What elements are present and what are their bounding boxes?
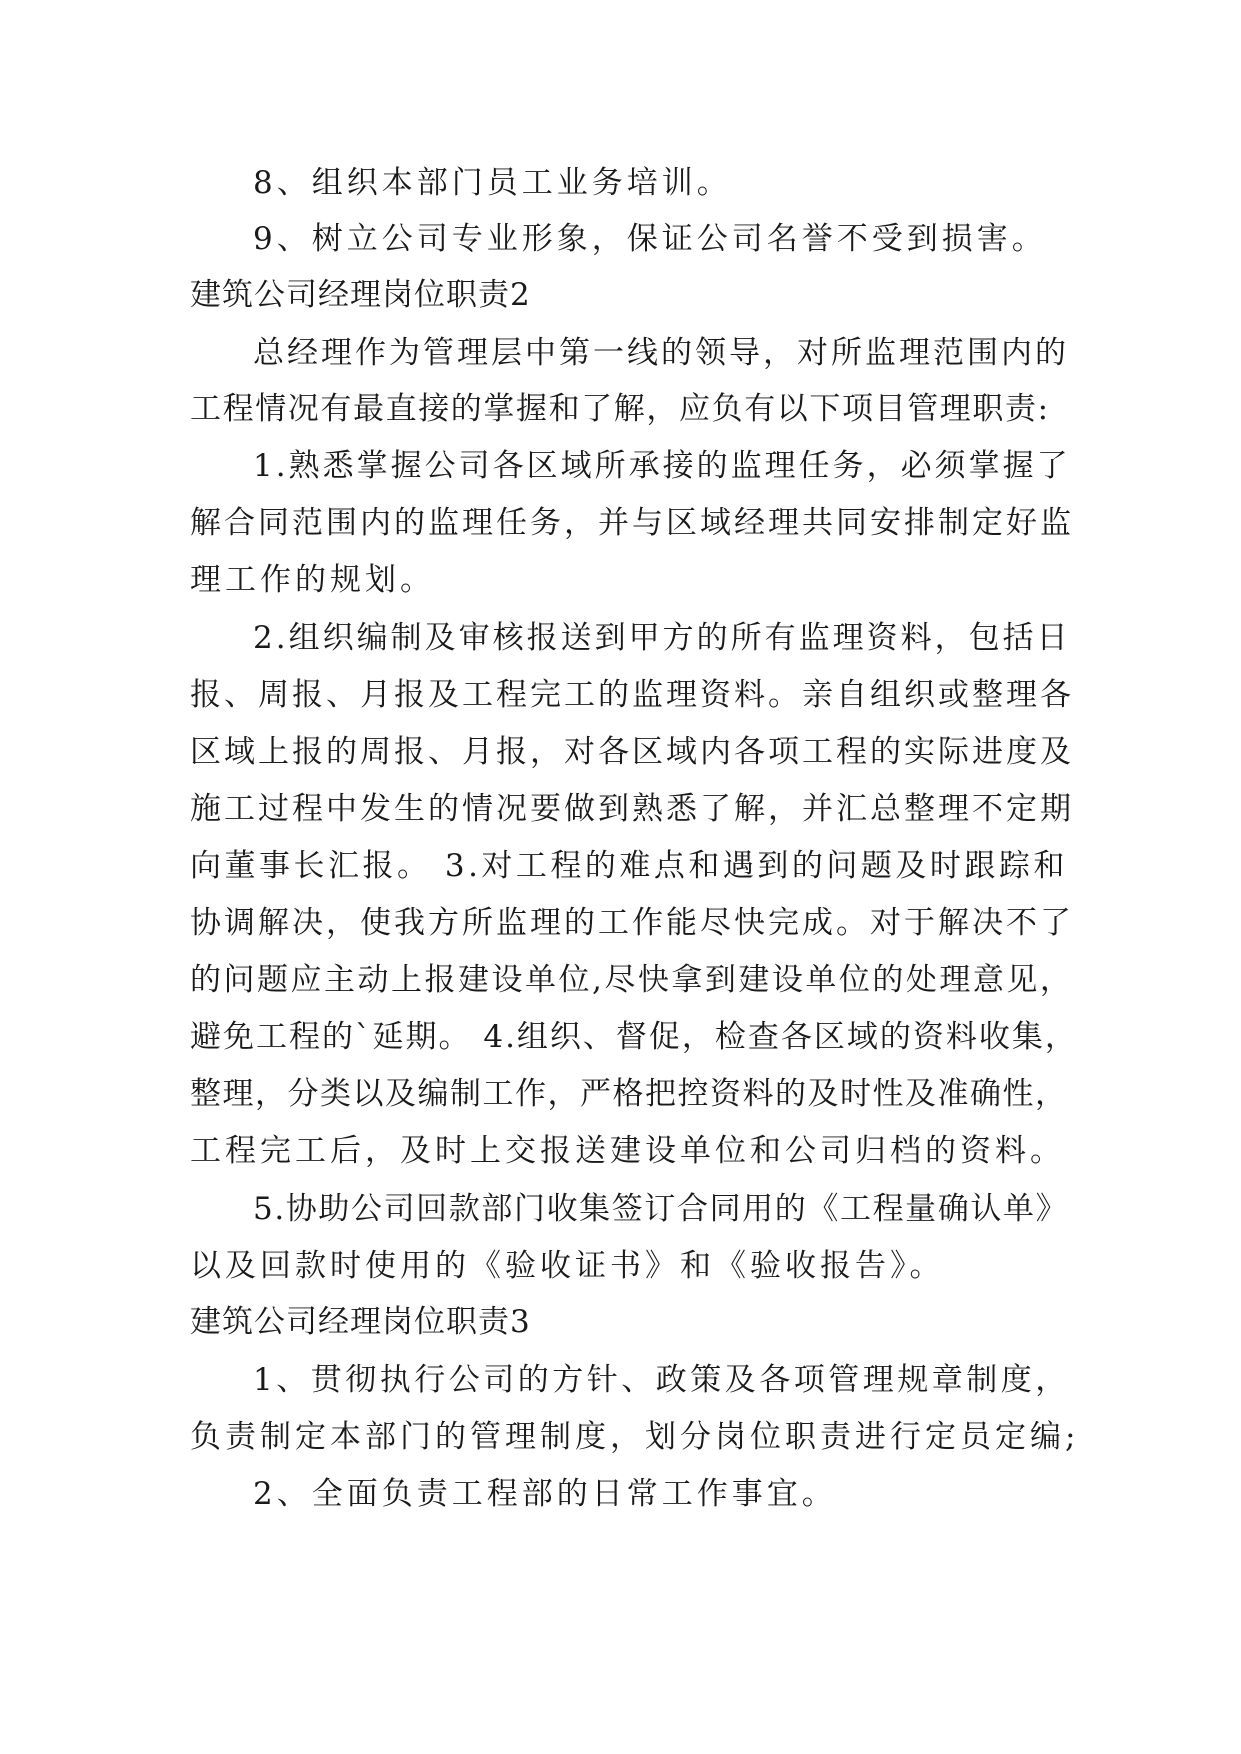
paragraph-line: 的问题应主动上报建设单位,尽快拿到建设单位的处理意见， [190, 962, 1074, 998]
paragraph-line: 1.熟悉掌握公司各区域所承接的监理任务，必须掌握了 [253, 448, 1071, 484]
paragraph-line: 工程完工后，及时上交报送建设单位和公司归档的资料。 [190, 1133, 1065, 1169]
paragraph-line: 1、贯彻执行公司的方针、政策及各项管理规章制度， [253, 1362, 1070, 1398]
list-item-9: 9、树立公司专业形象，保证公司名誉不受到损害。 [253, 221, 1047, 257]
paragraph-line: 报、周报、月报及工程完工的监理资料。亲自组织或整理各 [190, 677, 1074, 713]
paragraph-line: 总经理作为管理层中第一线的领导，对所监理范围内的 [253, 335, 1069, 371]
paragraph-line: 解合同范围内的监理任务，并与区域经理共同安排制定好监 [190, 505, 1074, 541]
paragraph-line: 整理，分类以及编制工作，严格把控资料的及时性及准确性， [190, 1076, 1068, 1112]
section-heading-3: 建筑公司经理岗位职责3 [190, 1304, 531, 1340]
paragraph-line: 避免工程的`延期。 4.组织、督促，检查各区域的资料收集， [190, 1019, 1078, 1055]
paragraph-line: 协调解决，使我方所监理的工作能尽快完成。对于解决不了 [190, 905, 1074, 941]
paragraph-line: 2.组织编制及审核报送到甲方的所有监理资料，包括日 [253, 620, 1071, 656]
paragraph-line: 向董事长汇报。 3.对工程的难点和遇到的问题及时跟踪和 [190, 848, 1068, 884]
paragraph-line: 2、全面负责工程部的日常工作事宜。 [253, 1476, 837, 1512]
paragraph-line: 负责制定本部门的管理制度，划分岗位职责进行定员定编; [190, 1419, 1080, 1455]
paragraph-line: 理工作的规划。 [190, 562, 435, 598]
list-item-8: 8、组织本部门员工业务培训。 [253, 165, 732, 201]
paragraph-line: 5.协助公司回款部门收集签订合同用的《工程量确认单》 [253, 1191, 1069, 1227]
paragraph-line: 施工过程中发生的情况要做到熟悉了解，并汇总整理不定期 [190, 791, 1074, 827]
section-heading-2: 建筑公司经理岗位职责2 [190, 277, 531, 313]
paragraph-line: 工程情况有最直接的掌握和了解，应负有以下项目管理职责: [190, 391, 1050, 427]
paragraph-line: 以及回款时使用的《验收证书》和《验收报告》。 [190, 1248, 945, 1284]
paragraph-line: 区域上报的周报、月报，对各区域内各项工程的实际进度及 [190, 734, 1074, 770]
